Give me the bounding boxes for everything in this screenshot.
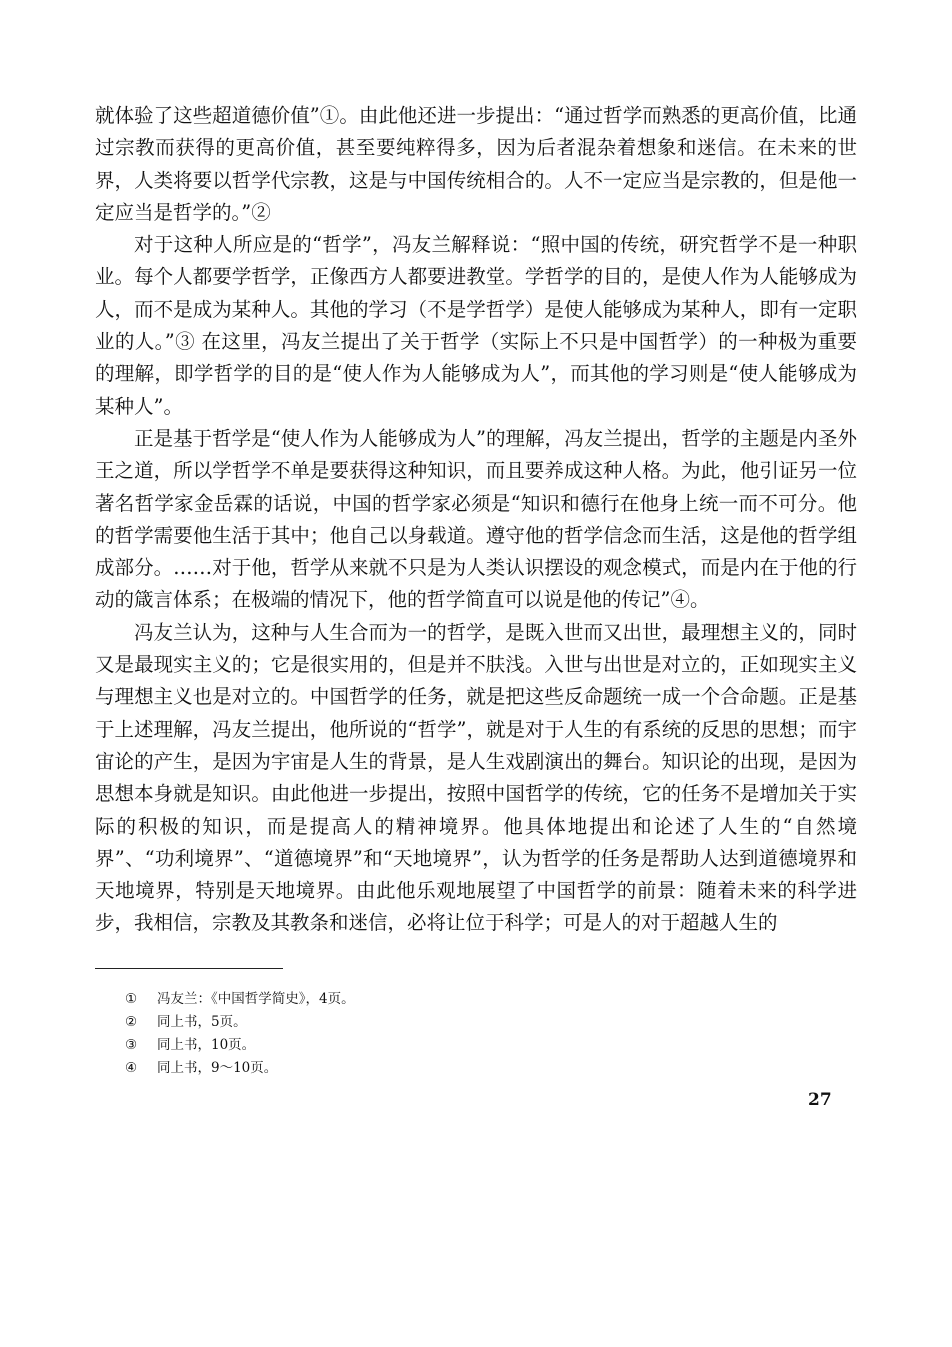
- footnote-1: [125, 988, 725, 1011]
- page-number: 27: [808, 1090, 832, 1110]
- footnote-mark: ④: [125, 1060, 138, 1076]
- footnote-separator: [95, 968, 283, 969]
- paragraph-1: 就体验了这些超道德价值”①。由此他还进一步提出：“通过哲学而熟悉的更高价值，比通过宗教而获得的更高价值，甚至要纯粹得多，因为后者混杂着想象和迷信。在未来的世界，人类将要以哲学代宗教，这是与中国传统相合的。人不一定应当是宗教的，但是他一定应当是哲学的。”②: [95, 104, 857, 224]
- main-text: [95, 100, 857, 940]
- footnote-text: 冯友兰：《中国哲学简史》，4页。: [157, 991, 355, 1007]
- paragraph-4: 冯友兰认为，这种与人生合而为一的哲学，是既入世而又出世，最理想主义的，同时又是最现实主义的；它是很实用的，但是并不肤浅。入世与出世是对立的，正如现实主义与理想主义也是对立的。中国哲学的任务，就是把这些反命题统一成一个合命题。正是基于上述理解，冯友兰提出，他所说的“哲学”，就是对于人生的有系统的反思的思想；而宇宙论的产生，是因为宇宙是人生的背景，是人生戏剧演出的舞台。知识论的出现，是因为思想本身就是知识。由此他进一步提出，按照中国哲学的传统，它的任务不是增加关于实际的积极的知识，而是提高人的精神境界。他具体地提出和论述了人生的“自然境界”、“功利境界”、“道德境界”和“天地境界”，认为哲学的任务是帮助人达到道德境界和天地境界，特别是天地境界。由此他乐观地展望了中国哲学的前景：随着未来的科学进步，我相信，宗教及其教条和迷信，必将让位于科学；可是人的对于超越人生的: [95, 620, 857, 935]
- footnote-text: 同上书，9～10页。: [157, 1060, 278, 1076]
- footnote-text: 同上书，10页。: [157, 1037, 256, 1053]
- footnotes: [125, 988, 725, 1080]
- footnote-text: 同上书，5页。: [157, 1014, 247, 1030]
- footnote-mark: ①: [125, 991, 138, 1007]
- paragraph-2: 对于这种人所应是的“哲学”，冯友兰解释说：“照中国的传统，研究哲学不是一种职业。每个人都要学哲学，正像西方人都要进教堂。学哲学的目的，是使人作为人能够成为人，而不是成为某种人。其他的学习（不是学哲学）是使人能够成为某种人，即有一定职业的人。”③ 在这里，冯友兰提出了关于哲学（实际上不只是中国哲学）的一种极为重要的理解，即学哲学的目的是“使人作为人能够成为人”，而其他的学习则是“使人能够成为某种人”。: [95, 233, 857, 418]
- paragraph-3: 正是基于哲学是“使人作为人能够成为人”的理解，冯友兰提出，哲学的主题是内圣外王之道，所以学哲学不单是要获得这种知识，而且要养成这种人格。为此，他引证另一位著名哲学家金岳霖的话说，中国的哲学家必须是“知识和德行在他身上统一而不可分。他的哲学需要他生活于其中；他自己以身载道。遵守他的哲学信念而生活，这是他的哲学组成部分。……对于他，哲学从来就不只是为人类认识摆设的观念模式，而是内在于他的行动的箴言体系；在极端的情况下，他的哲学简直可以说是他的传记”④。: [95, 426, 857, 612]
- footnote-3: [125, 1034, 725, 1057]
- footnote-4: [125, 1057, 725, 1080]
- footnote-mark: ③: [125, 1037, 138, 1053]
- footnote-2: [125, 1011, 725, 1034]
- footnote-mark: ②: [125, 1014, 138, 1030]
